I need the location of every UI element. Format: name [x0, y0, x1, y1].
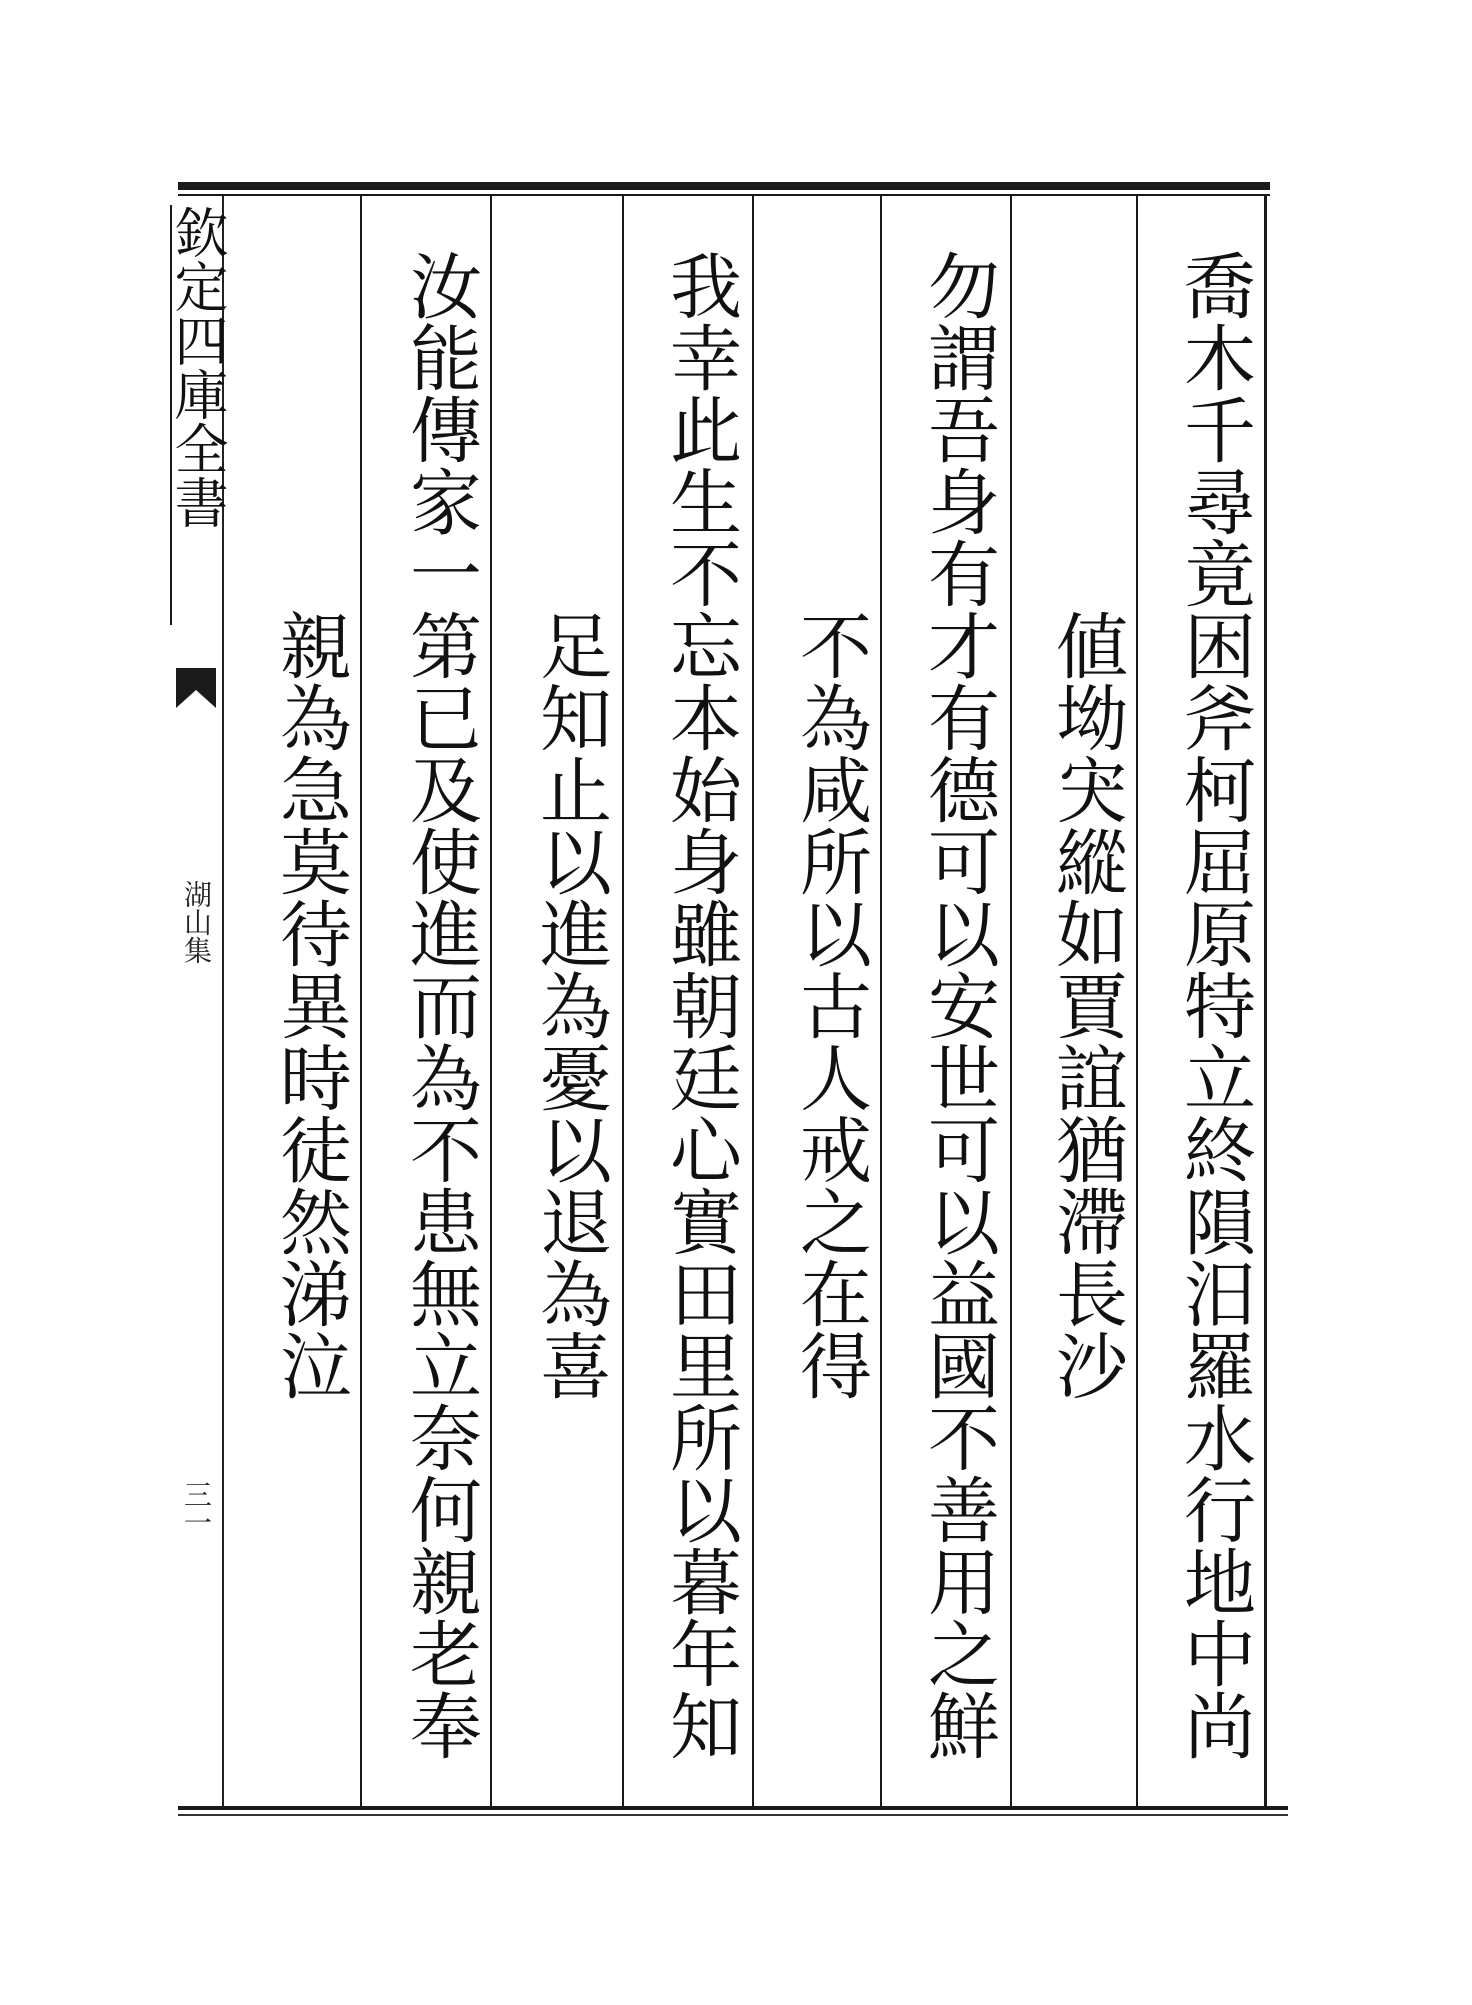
fishtail-mark-icon: [176, 668, 216, 708]
column-text: 不為咸所以古人戒之在得: [788, 609, 872, 1401]
margin-collection-title: 欽定四庫全書: [170, 205, 224, 625]
column-separator: [1010, 196, 1012, 1808]
text-column-4: [762, 205, 872, 1805]
column-separator: [880, 196, 882, 1808]
column-separator: [752, 196, 754, 1808]
top-border-thin: [178, 194, 1270, 196]
text-column-2: [1018, 205, 1128, 1805]
column-text: 喬木千尋竟困斧柯屈原特立終隕汨羅水行地中尚: [1172, 249, 1256, 1761]
bottom-border-thin: [178, 1814, 1288, 1816]
top-border: [178, 182, 1270, 190]
column-text: 値坳宊縱如賈誼猶滯長沙: [1044, 609, 1128, 1401]
column-separator: [360, 196, 362, 1808]
column-separator: [1136, 196, 1138, 1808]
column-text: 勿謂吾身有才有德可以安世可以益國不善用之鮮: [916, 249, 1000, 1761]
text-column-5: [632, 205, 742, 1805]
column-text: 足知止以進為憂以退為喜: [528, 609, 612, 1401]
right-frame-line: [1264, 196, 1267, 1808]
column-text: 我幸此生不忘本始身雖朝廷心實田里所以暮年知: [658, 249, 742, 1761]
text-column-7: [372, 205, 482, 1805]
text-column-3: [890, 205, 1000, 1805]
margin-page-number: 三一: [180, 1480, 213, 1536]
text-column-8: [242, 205, 352, 1805]
bottom-border: [178, 1806, 1288, 1810]
text-column-6: [502, 205, 612, 1805]
column-text: 汝能傳家一第已及使進而為不患無立奈何親老奉: [398, 249, 482, 1761]
column-separator: [622, 196, 624, 1808]
margin-book-title: 湖山集: [180, 880, 213, 964]
column-separator: [490, 196, 492, 1808]
text-column-1: [1146, 205, 1256, 1805]
column-text: 親為急莫待異時徒然涕泣: [268, 609, 352, 1401]
